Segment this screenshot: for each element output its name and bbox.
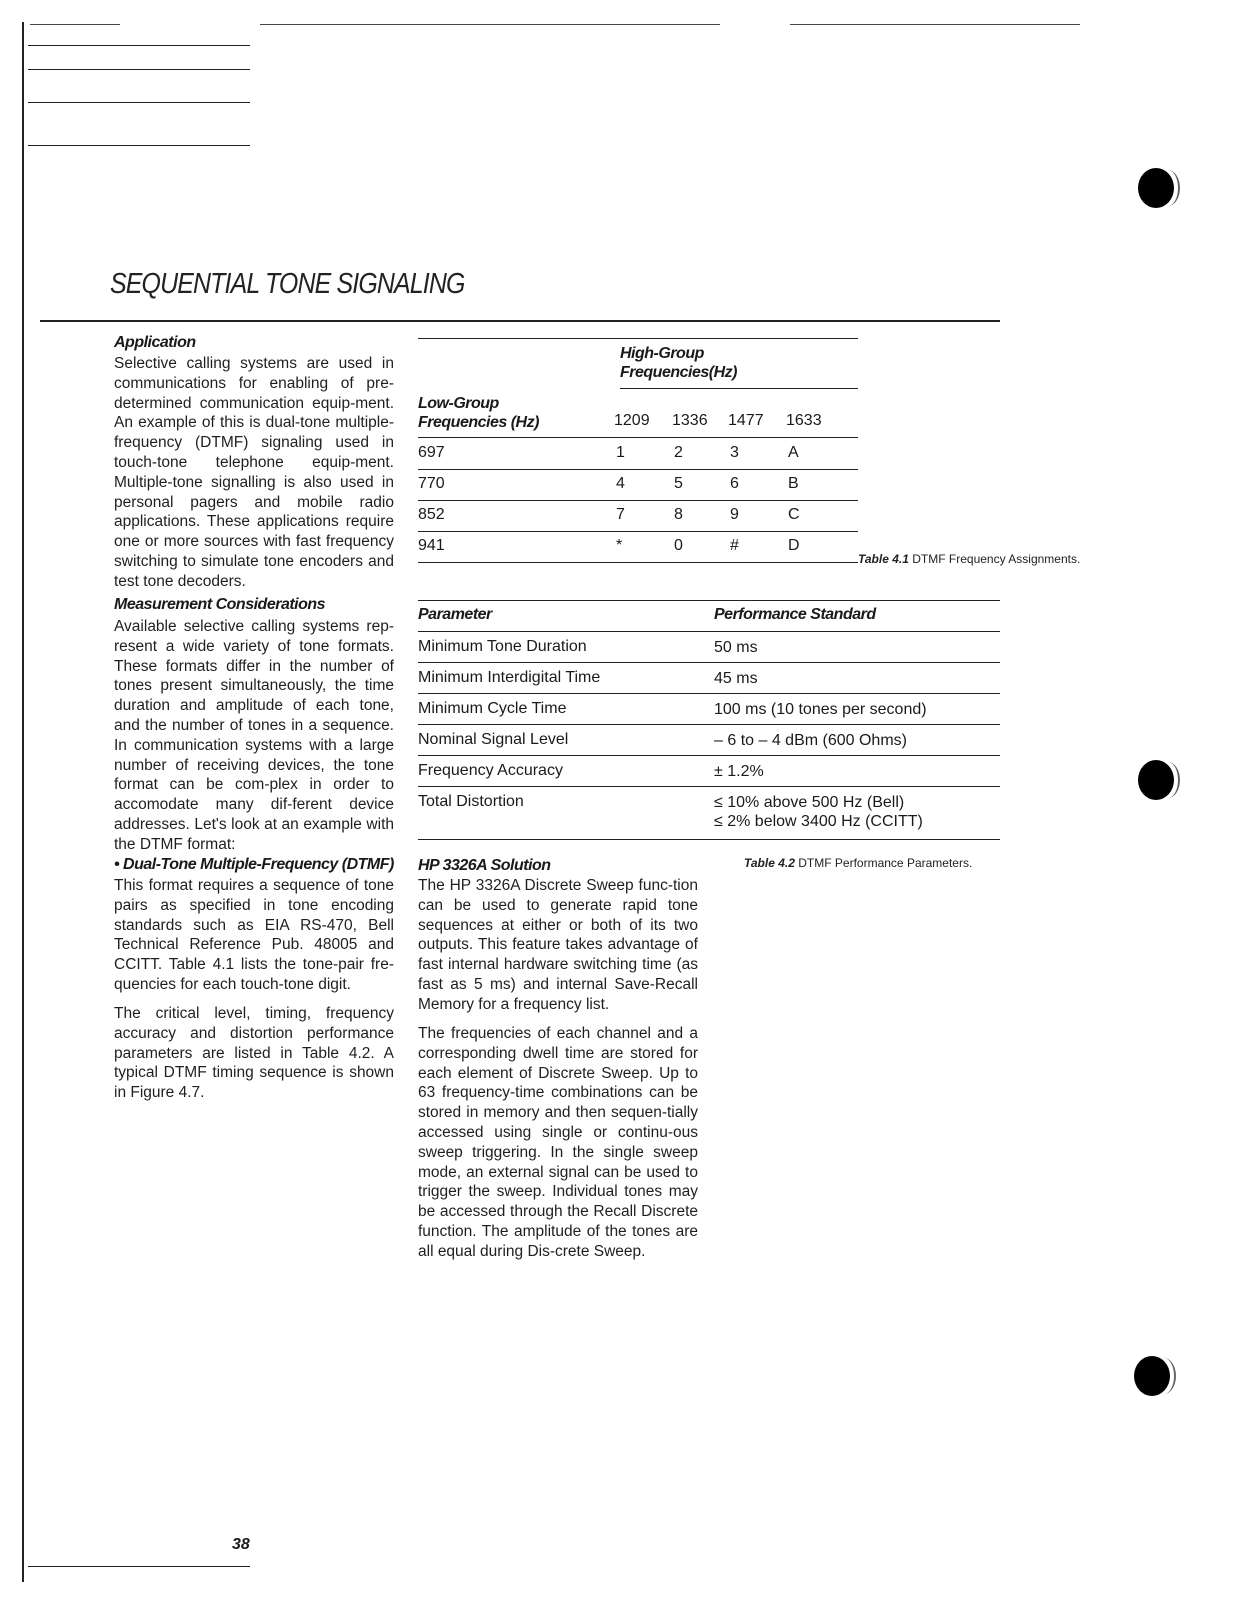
application-body: Selective calling systems are used in communications for enabling of pre-determined communication equip-ment. An example of this is dual-tone multiple-frequency (DTMF) signaling used in touch-tone telephone equip-ment. Multiple-tone signalling is also used in personal pagers and mobile radio applications. These applications require one or more sources with fast frequency switching to simulate tone encoders and test tone decoders. xyxy=(114,355,394,590)
high-freq-cell: 1477 xyxy=(728,412,764,429)
dtmf-key-cell: 0 xyxy=(674,537,683,554)
table-rule xyxy=(418,437,858,438)
caption-text: DTMF Frequency Assignments. xyxy=(908,552,1081,566)
solution-body-2: The frequencies of each channel and a corresponding dwell time are stored for each element of Discrete Sweep. Up to 63 frequency-time combinations can be stored in memory and then sequen-tially accessed using single or continu-ous sweep triggering. In the single sweep mode, an external signal can be used to trigger the sweep. Individual tones may be accessed through the Recall Discrete function. The amplitude of the tones are all equal during Dis-crete Sweep. xyxy=(418,1025,698,1260)
standard-cell: ± 1.2% xyxy=(714,763,764,780)
parameter-cell: Frequency Accuracy xyxy=(418,762,563,779)
page-number: 38 xyxy=(232,1536,250,1553)
table-rule xyxy=(418,839,1000,840)
header-line xyxy=(28,145,250,146)
table-rule xyxy=(418,600,1000,601)
application-heading: Application xyxy=(114,334,196,351)
dtmf-key-cell: 3 xyxy=(730,444,739,461)
page-title: SEQUENTIAL TONE SIGNALING xyxy=(110,268,465,300)
measurement-heading: Measurement Considerations xyxy=(114,596,326,613)
parameter-cell: Minimum Interdigital Time xyxy=(418,669,601,686)
table-rule xyxy=(418,469,858,470)
parameter-cell: Total Distortion xyxy=(418,793,524,810)
standard-cell: – 6 to – 4 dBm (600 Ohms) xyxy=(714,732,907,749)
footer-rule xyxy=(28,1566,250,1567)
high-freq-cell: 1633 xyxy=(786,412,822,429)
dtmf-key-cell: 9 xyxy=(730,506,739,523)
header-parameter: Parameter xyxy=(418,606,492,623)
table-4-1-caption xyxy=(858,552,1080,566)
top-rule-segment xyxy=(30,24,120,25)
top-rule-segment xyxy=(260,24,720,25)
binder-hole-icon xyxy=(1138,760,1174,800)
table-rule xyxy=(418,531,858,532)
dtmf-key-cell: B xyxy=(788,475,799,492)
low-freq-cell: 770 xyxy=(418,475,445,492)
header-line xyxy=(28,45,250,46)
table-rule xyxy=(418,724,1000,725)
standard-cell: 45 ms xyxy=(714,670,758,687)
table-rule xyxy=(418,338,858,339)
high-freq-cell: 1336 xyxy=(672,412,708,429)
parameter-cell: Nominal Signal Level xyxy=(418,731,569,748)
table-rule xyxy=(418,662,1000,663)
dtmf-key-cell: 4 xyxy=(616,475,625,492)
dtmf-body-2: The critical level, timing, frequency accuracy and distortion performance parameters are listed in Table 4.2. A typical DTMF timing sequence is shown in Figure 4.7. xyxy=(114,1005,394,1102)
standard-cell: 50 ms xyxy=(714,639,758,656)
table-rule xyxy=(620,388,858,389)
caption-label: Table 4.1 xyxy=(858,552,909,566)
dtmf-key-cell: A xyxy=(788,444,799,461)
low-group-header: Low-Group Frequencies (Hz) xyxy=(418,395,539,431)
header-line xyxy=(28,69,250,70)
table-rule xyxy=(418,786,1000,787)
dtmf-key-cell: * xyxy=(616,537,623,554)
solution-body: The HP 3326A Discrete Sweep func-tion can be used to generate rapid tone sequences at either or both of its two outputs. This feature takes advantage of fast internal hardware switching time (as fast as 5 ms) and internal Save-Recall Memory for a frequency list. xyxy=(418,877,698,1013)
dtmf-body: This format requires a sequence of tone pairs as specified in tone encoding standards such as EIA RS-470, Bell Technical Reference Pub. 48005 and CCITT. Table 4.1 lists the tone-pair fre-quencies for each touch-tone digit. xyxy=(114,877,394,993)
solution-heading: HP 3326A Solution xyxy=(418,857,551,874)
header-performance-standard: Performance Standard xyxy=(714,606,876,623)
table-rule xyxy=(418,631,1000,632)
dtmf-key-cell: D xyxy=(788,537,800,554)
parameter-cell: Minimum Tone Duration xyxy=(418,638,587,655)
caption-text: DTMF Performance Parameters. xyxy=(794,856,973,870)
binder-hole-icon xyxy=(1134,1356,1170,1396)
parameter-cell: Minimum Cycle Time xyxy=(418,700,567,717)
table-4-2-caption xyxy=(744,856,972,870)
table-rule xyxy=(418,755,1000,756)
high-group-header: High-Group Frequencies(Hz) xyxy=(620,345,737,381)
dtmf-key-cell: 7 xyxy=(616,506,625,523)
table-rule xyxy=(418,500,858,501)
header-line xyxy=(28,102,250,103)
standard-cell: ≤ 10% above 500 Hz (Bell) ≤ 2% below 3400 Hz (CCITT) xyxy=(714,794,923,830)
dtmf-key-cell: 8 xyxy=(674,506,683,523)
standard-cell: 100 ms (10 tones per second) xyxy=(714,701,927,718)
dtmf-key-cell: 2 xyxy=(674,444,683,461)
caption-label: Table 4.2 xyxy=(744,856,795,870)
table-rule xyxy=(418,562,858,563)
table-rule xyxy=(418,693,1000,694)
dtmf-key-cell: 1 xyxy=(616,444,625,461)
binder-hole-icon xyxy=(1138,168,1174,208)
measurement-body: Available selective calling systems rep-resent a wide variety of tone formats. These formats differ in the number of tones present simultaneously, the time duration and amplitude of each tone, and the number of tones in a sequence. In communication systems with a large number of receiving devices, the tone format can be com-plex in order to accomodate many dif-ferent device addresses. Let's look at an example with the DTMF format: xyxy=(114,618,394,853)
dtmf-key-cell: 5 xyxy=(674,475,683,492)
dtmf-key-cell: 6 xyxy=(730,475,739,492)
low-freq-cell: 941 xyxy=(418,537,445,554)
binder-margin-rule xyxy=(22,22,24,1582)
dtmf-key-cell: C xyxy=(788,506,800,523)
low-freq-cell: 852 xyxy=(418,506,445,523)
high-freq-cell: 1209 xyxy=(614,412,650,429)
dtmf-heading: • Dual-Tone Multiple-Frequency (DTMF) xyxy=(114,856,394,873)
top-rule-segment xyxy=(790,24,1080,25)
dtmf-key-cell: # xyxy=(730,537,739,554)
low-freq-cell: 697 xyxy=(418,444,445,461)
title-rule xyxy=(40,320,1000,322)
